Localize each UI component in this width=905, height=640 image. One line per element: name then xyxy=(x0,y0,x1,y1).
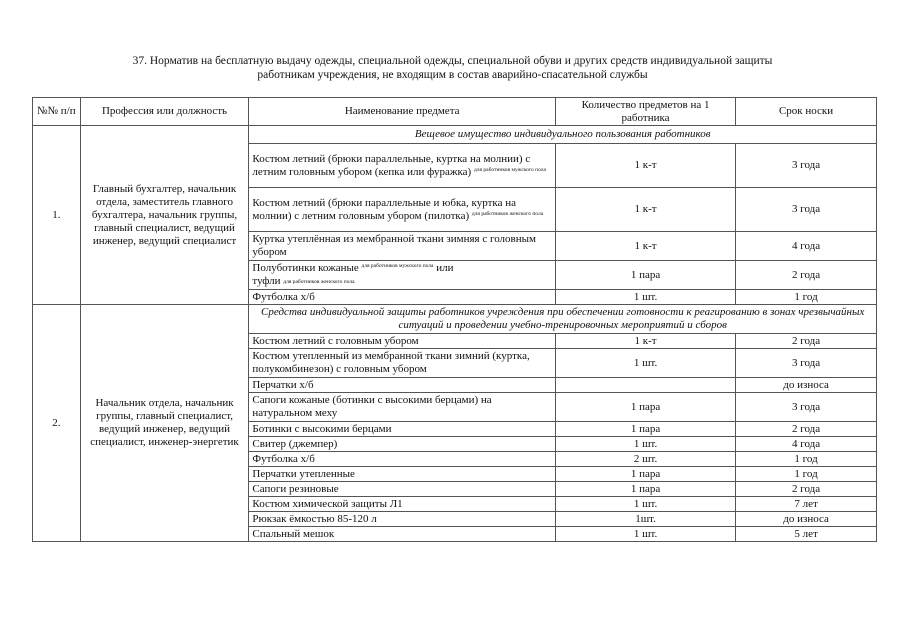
group-2-profession: Начальник отдела, начальник группы, главный специалист, ведущий инженер, ведущий специалист, инженер-энергетик xyxy=(80,305,249,542)
item-cell: Футболка х/б xyxy=(249,290,556,305)
qty-cell xyxy=(555,378,735,393)
item-cell xyxy=(249,188,556,232)
group-1-section-title: Вещевое имущество индивидуального пользования работников xyxy=(249,126,877,144)
qty-cell: 1 пара xyxy=(555,261,735,290)
term-cell: до износа xyxy=(736,512,877,527)
qty-cell: 1 шт. xyxy=(555,497,735,512)
qty-cell: 1 пара xyxy=(555,482,735,497)
qty-cell: 1 к-т xyxy=(555,188,735,232)
item-cell: Ботинки с высокими берцами xyxy=(249,422,556,437)
norm-table xyxy=(32,97,877,542)
item-cell: Куртка утеплённая из мембранной ткани зимняя с головным убором xyxy=(249,232,556,261)
title-line-1: 37. Норматив на бесплатную выдачу одежды, специальной одежды, специальной обуви и других средств индивидуальной защиты xyxy=(132,55,773,67)
term-cell: 2 года xyxy=(736,422,877,437)
term-cell: 2 года xyxy=(736,261,877,290)
item-name-alt: туфли xyxy=(252,275,281,287)
group-2-section-row xyxy=(33,305,877,334)
term-cell: 2 года xyxy=(736,334,877,349)
header-no: №№ п/п xyxy=(33,98,81,126)
item-note: для работников мужского пола xyxy=(473,166,546,173)
term-cell: 3 года xyxy=(736,188,877,232)
term-cell: 7 лет xyxy=(736,497,877,512)
qty-cell: 1 пара xyxy=(555,393,735,422)
title-line-2: работникам учреждения, не входящим в состав аварийно-спасательной службы xyxy=(257,69,648,81)
item-cell: Футболка х/б xyxy=(249,452,556,467)
item-cell: Спальный мешок xyxy=(249,527,556,542)
term-cell: 1 год xyxy=(736,290,877,305)
term-cell: 1 год xyxy=(736,452,877,467)
group-1-section-row xyxy=(33,126,877,144)
item-cell: Костюм летний с головным убором xyxy=(249,334,556,349)
qty-cell: 1 шт. xyxy=(555,437,735,452)
header-term: Срок носки xyxy=(736,98,877,126)
item-cell: Свитер (джемпер) xyxy=(249,437,556,452)
term-cell: 3 года xyxy=(736,393,877,422)
item-cell: Сапоги кожаные (ботинки с высокими берцами) на натуральном меху xyxy=(249,393,556,422)
item-note: для работников мужского пола xyxy=(361,263,434,269)
term-cell: 2 года xyxy=(736,482,877,497)
qty-cell: 1 шт. xyxy=(555,349,735,378)
term-cell: 4 года xyxy=(736,232,877,261)
item-cell: Сапоги резиновые xyxy=(249,482,556,497)
group-2-number: 2. xyxy=(33,305,81,542)
header-qty: Количество предметов на 1 работника xyxy=(555,98,735,126)
item-cell: Рюкзак ёмкостью 85-120 л xyxy=(249,512,556,527)
item-note: для работников женского пола xyxy=(471,210,544,217)
item-name: Полуботинки кожаные xyxy=(252,262,359,274)
group-1-number: 1. xyxy=(33,126,81,305)
qty-cell: 1 к-т xyxy=(555,144,735,188)
header-profession: Профессия или должность xyxy=(80,98,249,126)
item-cell xyxy=(249,144,556,188)
term-cell: 1 год xyxy=(736,467,877,482)
header-row xyxy=(33,98,877,126)
qty-cell: 2 шт. xyxy=(555,452,735,467)
qty-cell: 1 к-т xyxy=(555,232,735,261)
item-note-alt: для работников женского пола xyxy=(283,279,355,285)
qty-cell: 1 к-т xyxy=(555,334,735,349)
group-2-section-title: Средства индивидуальной защиты работников учреждения при обеспечении готовности к реагированию в зонах чрезвычайных ситуаций и проведении учебно-тренировочных мероприятий и сборов xyxy=(249,305,877,334)
qty-cell: 1 шт. xyxy=(555,290,735,305)
item-cell: Костюм химической защиты Л1 xyxy=(249,497,556,512)
qty-cell: 1 пара xyxy=(555,422,735,437)
qty-cell: 1 шт. xyxy=(555,527,735,542)
item-name: Костюм летний (брюки параллельные и юбка, куртка на молнии) с летним головным убором (пилотка) xyxy=(252,196,516,222)
item-name: Костюм летний (брюки параллельные, куртка на молнии) с летним головным убором (кепка или фуражка) xyxy=(252,152,531,178)
item-cell: Костюм утепленный из мембранной ткани зимний (куртка, полукомбинезон) с головным убором xyxy=(249,349,556,378)
qty-cell: 1 пара xyxy=(555,467,735,482)
term-cell: до износа xyxy=(736,378,877,393)
term-cell: 5 лет xyxy=(736,527,877,542)
term-cell: 3 года xyxy=(736,349,877,378)
term-cell: 3 года xyxy=(736,144,877,188)
item-cell: Перчатки утепленные xyxy=(249,467,556,482)
item-name-or: или xyxy=(436,262,454,274)
qty-cell: 1шт. xyxy=(555,512,735,527)
document-title xyxy=(60,54,845,82)
item-cell: Перчатки х/б xyxy=(249,378,556,393)
item-cell xyxy=(249,261,556,290)
header-item: Наименование предмета xyxy=(249,98,556,126)
group-1-profession: Главный бухгалтер, начальник отдела, заместитель главного бухгалтера, начальник группы, главный специалист, ведущий инженер, ведущий специалист xyxy=(80,126,249,305)
term-cell: 4 года xyxy=(736,437,877,452)
